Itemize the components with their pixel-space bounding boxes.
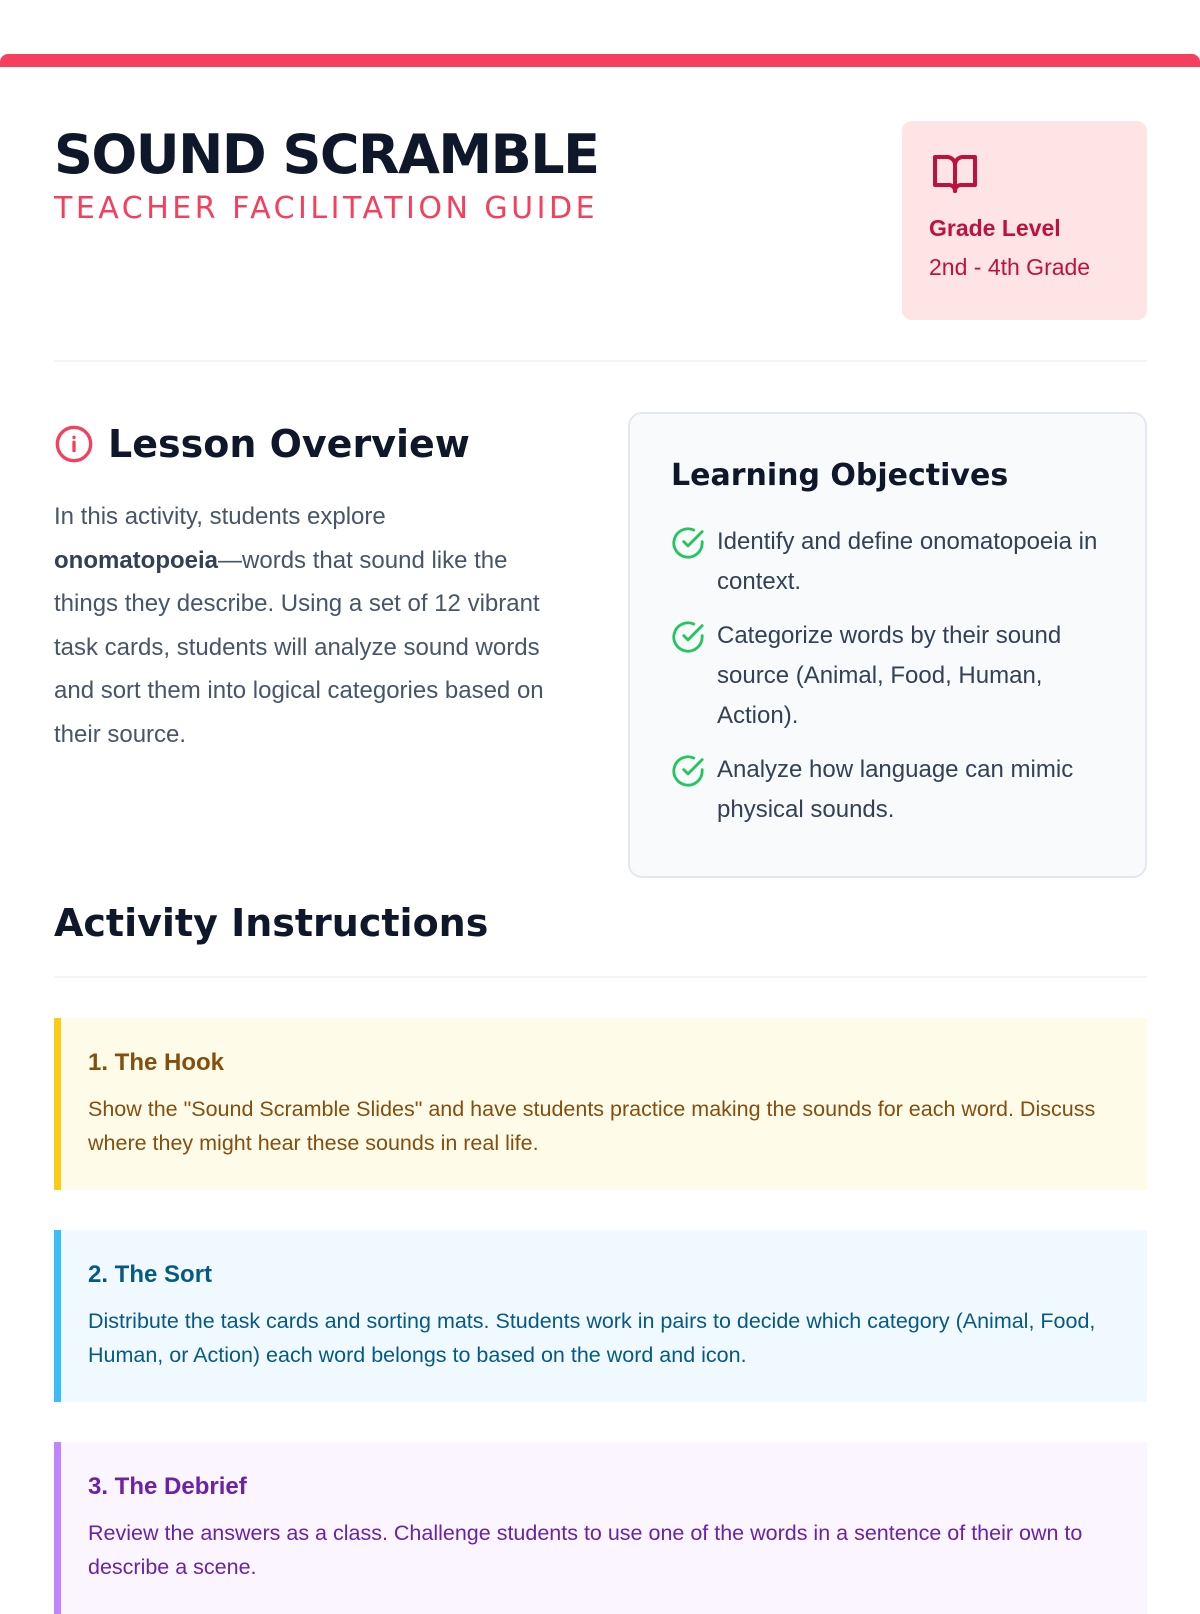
page-title: SOUND SCRAMBLE [54,123,599,186]
list-item [671,750,1105,830]
overview-heading [54,420,470,468]
book-open-icon [929,149,981,197]
step-text: Distribute the task cards and sorting mats. Students work in pairs to decide which category (Animal, Food, Human, or Action) each word belongs to based on the word and icon. [88,1309,1096,1367]
info-icon [54,424,94,464]
objective-text: Categorize words by their sound source (Animal, Food, Human, Action). [717,622,1062,729]
overview-text [54,495,574,756]
grade-level-card [902,121,1147,320]
grade-level-label: Grade Level [929,215,1061,241]
objectives-list [671,522,1105,830]
step-text: Review the answers as a class. Challenge students to use one of the words in a sentence of their own to describe a scene. [88,1521,1083,1579]
objectives-title: Learning Objectives [671,458,1009,493]
activity-divider [54,976,1147,978]
step-hook [54,1018,1147,1190]
step-text: Show the "Sound Scramble Slides" and have students practice making the sounds for each word. Discuss where they might hear these sounds in real life. [88,1097,1096,1155]
objective-text: Analyze how language can mimic physical sounds. [717,756,1074,823]
check-circle-icon [671,620,705,654]
page-subtitle: TEACHER FACILITATION GUIDE [54,191,599,226]
step-title: 3. The Debrief [88,1473,247,1500]
check-circle-icon [671,526,705,560]
grade-level-value: 2nd - 4th Grade [929,254,1091,280]
learning-objectives-card [628,412,1147,878]
list-item [671,522,1105,602]
activity-section [54,886,1147,1614]
top-accent-bar [0,54,1200,67]
overview-text-rest: —words that sound like the things they describe. Using a set of 12 vibrant task cards, students will analyze sound words and sort them into logical categories based on their source. [54,546,544,748]
facilitation-guide [54,67,1147,1614]
activity-title: Activity Instructions [54,901,489,945]
list-item [671,616,1105,736]
overview-title: Lesson Overview [108,422,470,466]
overview-text-term: onomatopoeia [54,546,219,574]
objective-text: Identify and define onomatopoeia in context. [717,528,1098,595]
check-circle-icon [671,754,705,788]
overview-text-intro: In this activity, students explore [54,503,386,530]
header [54,67,1147,360]
step-debrief [54,1442,1147,1614]
step-title: 2. The Sort [88,1261,213,1288]
overview-section [54,362,1147,886]
step-sort [54,1230,1147,1402]
step-title: 1. The Hook [88,1049,225,1076]
